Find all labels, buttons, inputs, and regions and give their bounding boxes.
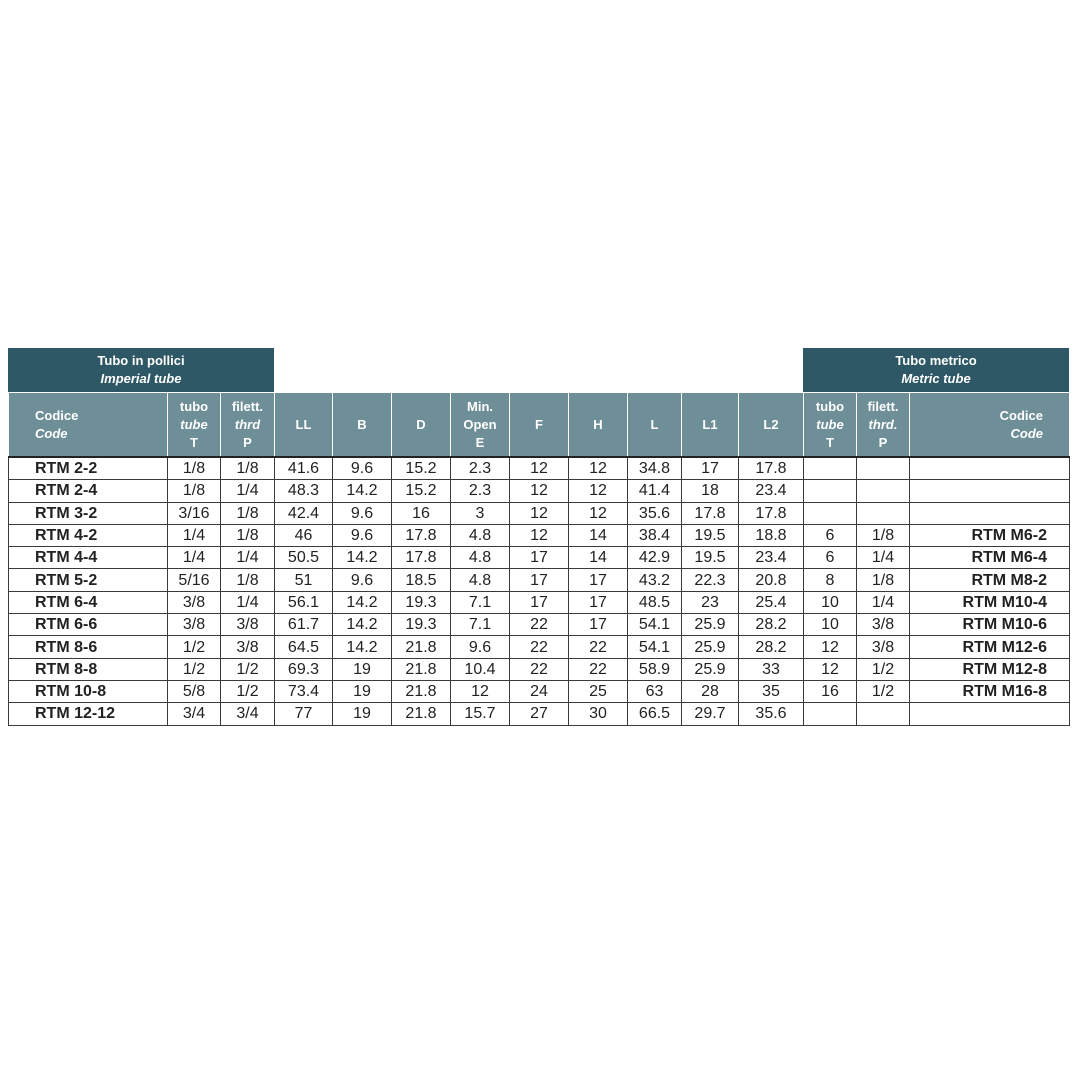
cell-tube: 1/2 bbox=[168, 636, 221, 658]
cell-d: 15.2 bbox=[392, 480, 451, 502]
cell-h: 12 bbox=[569, 480, 628, 502]
table-row bbox=[9, 680, 1070, 702]
cell-metric-thread: 1/2 bbox=[857, 680, 910, 702]
cell-l: 63 bbox=[628, 680, 682, 702]
col-header-code-it: Codice bbox=[35, 407, 79, 423]
cell-l2: 25.4 bbox=[739, 591, 804, 613]
cell-thread: 3/4 bbox=[221, 703, 275, 725]
col-header-e-l2: Open bbox=[463, 416, 497, 432]
cell-e: 3 bbox=[451, 502, 510, 524]
cell-b: 9.6 bbox=[333, 569, 392, 591]
cell-l1: 17.8 bbox=[682, 502, 739, 524]
col-header-tube-en: tube bbox=[180, 416, 208, 432]
cell-h: 12 bbox=[569, 502, 628, 524]
cell-tube: 3/4 bbox=[168, 703, 221, 725]
cell-thread: 1/4 bbox=[221, 480, 275, 502]
cell-metric-code: RTM M10-4 bbox=[910, 591, 1070, 613]
cell-h: 14 bbox=[569, 547, 628, 569]
cell-tube: 3/8 bbox=[168, 614, 221, 636]
cell-l2: 20.8 bbox=[739, 569, 804, 591]
cell-metric-thread bbox=[857, 502, 910, 524]
cell-f: 17 bbox=[510, 591, 569, 613]
cell-tube: 5/8 bbox=[168, 680, 221, 702]
cell-metric-tube: 12 bbox=[804, 658, 857, 680]
col-header-metric-tube-symbol: T bbox=[826, 434, 834, 450]
table-row bbox=[9, 457, 1070, 480]
col-header-metric-code-it: Codice bbox=[999, 407, 1043, 423]
metric-group-subtitle: Metric tube bbox=[901, 371, 971, 386]
col-header-thread-en: thrd bbox=[234, 416, 261, 432]
col-header-e-l1: Min. bbox=[467, 398, 493, 414]
col-header-h: H bbox=[569, 393, 628, 458]
col-header-metric-tube-en: tube bbox=[816, 416, 844, 432]
col-header-l1: L1 bbox=[682, 393, 739, 458]
cell-metric-thread: 1/4 bbox=[857, 591, 910, 613]
col-header-metric-code bbox=[910, 393, 1070, 458]
cell-metric-tube bbox=[804, 480, 857, 502]
cell-metric-tube bbox=[804, 502, 857, 524]
cell-d: 21.8 bbox=[392, 636, 451, 658]
cell-tube: 3/8 bbox=[168, 591, 221, 613]
col-header-tube-it: tubo bbox=[179, 398, 209, 414]
cell-metric-thread bbox=[857, 480, 910, 502]
cell-thread: 1/8 bbox=[221, 524, 275, 546]
cell-metric-thread: 1/8 bbox=[857, 569, 910, 591]
cell-e: 9.6 bbox=[451, 636, 510, 658]
table-row bbox=[9, 524, 1070, 546]
cell-thread: 1/2 bbox=[221, 680, 275, 702]
cell-f: 17 bbox=[510, 569, 569, 591]
cell-l1: 25.9 bbox=[682, 636, 739, 658]
cell-d: 18.5 bbox=[392, 569, 451, 591]
col-header-b: B bbox=[333, 393, 392, 458]
cell-ll: 50.5 bbox=[275, 547, 333, 569]
cell-f: 24 bbox=[510, 680, 569, 702]
cell-metric-tube: 12 bbox=[804, 636, 857, 658]
cell-f: 27 bbox=[510, 703, 569, 725]
cell-f: 22 bbox=[510, 614, 569, 636]
cell-metric-code: RTM M6-2 bbox=[910, 524, 1070, 546]
cell-l1: 25.9 bbox=[682, 658, 739, 680]
cell-ll: 61.7 bbox=[275, 614, 333, 636]
cell-b: 14.2 bbox=[333, 547, 392, 569]
cell-metric-tube bbox=[804, 703, 857, 725]
table-row bbox=[9, 614, 1070, 636]
cell-metric-thread: 1/2 bbox=[857, 658, 910, 680]
cell-e: 4.8 bbox=[451, 547, 510, 569]
cell-h: 14 bbox=[569, 524, 628, 546]
table-body bbox=[9, 457, 1070, 725]
cell-code: RTM 4-4 bbox=[9, 547, 168, 569]
col-header-thread-it: filett. bbox=[231, 398, 264, 414]
cell-thread: 1/8 bbox=[221, 569, 275, 591]
cell-d: 16 bbox=[392, 502, 451, 524]
col-header-l: L bbox=[628, 393, 682, 458]
col-header-e-symbol: E bbox=[475, 434, 485, 450]
col-header-d: D bbox=[392, 393, 451, 458]
table-row bbox=[9, 502, 1070, 524]
cell-h: 17 bbox=[569, 591, 628, 613]
cell-l: 54.1 bbox=[628, 636, 682, 658]
cell-ll: 46 bbox=[275, 524, 333, 546]
cell-b: 14.2 bbox=[333, 636, 392, 658]
cell-metric-code bbox=[910, 703, 1070, 725]
cell-metric-tube: 6 bbox=[804, 524, 857, 546]
cell-l1: 28 bbox=[682, 680, 739, 702]
metric-group-header bbox=[803, 348, 1069, 392]
cell-l2: 35.6 bbox=[739, 703, 804, 725]
table-row bbox=[9, 547, 1070, 569]
cell-metric-tube: 10 bbox=[804, 614, 857, 636]
cell-h: 22 bbox=[569, 636, 628, 658]
cell-ll: 56.1 bbox=[275, 591, 333, 613]
col-header-metric-tube bbox=[804, 393, 857, 458]
cell-l: 58.9 bbox=[628, 658, 682, 680]
cell-code: RTM 2-2 bbox=[9, 457, 168, 480]
cell-e: 10.4 bbox=[451, 658, 510, 680]
col-header-tube bbox=[168, 393, 221, 458]
col-header-metric-thread bbox=[857, 393, 910, 458]
cell-code: RTM 6-4 bbox=[9, 591, 168, 613]
cell-d: 21.8 bbox=[392, 658, 451, 680]
cell-code: RTM 10-8 bbox=[9, 680, 168, 702]
cell-tube: 1/2 bbox=[168, 658, 221, 680]
cell-metric-code: RTM M6-4 bbox=[910, 547, 1070, 569]
cell-h: 30 bbox=[569, 703, 628, 725]
cell-e: 4.8 bbox=[451, 524, 510, 546]
cell-e: 2.3 bbox=[451, 480, 510, 502]
cell-l1: 29.7 bbox=[682, 703, 739, 725]
cell-l2: 33 bbox=[739, 658, 804, 680]
cell-tube: 1/4 bbox=[168, 524, 221, 546]
cell-l: 66.5 bbox=[628, 703, 682, 725]
cell-l1: 19.5 bbox=[682, 524, 739, 546]
cell-ll: 48.3 bbox=[275, 480, 333, 502]
cell-f: 17 bbox=[510, 547, 569, 569]
table-row bbox=[9, 703, 1070, 725]
cell-d: 17.8 bbox=[392, 547, 451, 569]
col-header-code-en: Code bbox=[35, 425, 68, 441]
cell-l2: 28.2 bbox=[739, 636, 804, 658]
cell-metric-tube: 8 bbox=[804, 569, 857, 591]
cell-l2: 35 bbox=[739, 680, 804, 702]
cell-tube: 1/4 bbox=[168, 547, 221, 569]
cell-l2: 18.8 bbox=[739, 524, 804, 546]
cell-l1: 19.5 bbox=[682, 547, 739, 569]
cell-b: 14.2 bbox=[333, 591, 392, 613]
cell-d: 15.2 bbox=[392, 457, 451, 480]
cell-thread: 3/8 bbox=[221, 614, 275, 636]
cell-e: 7.1 bbox=[451, 614, 510, 636]
cell-thread: 1/4 bbox=[221, 547, 275, 569]
cell-d: 21.8 bbox=[392, 680, 451, 702]
cell-ll: 69.3 bbox=[275, 658, 333, 680]
metric-group-title: Tubo metrico bbox=[895, 353, 977, 368]
cell-l: 42.9 bbox=[628, 547, 682, 569]
cell-ll: 42.4 bbox=[275, 502, 333, 524]
cell-code: RTM 2-4 bbox=[9, 480, 168, 502]
cell-code: RTM 3-2 bbox=[9, 502, 168, 524]
cell-thread: 3/8 bbox=[221, 636, 275, 658]
cell-tube: 3/16 bbox=[168, 502, 221, 524]
col-header-f: F bbox=[510, 393, 569, 458]
cell-metric-code: RTM M16-8 bbox=[910, 680, 1070, 702]
cell-code: RTM 8-6 bbox=[9, 636, 168, 658]
cell-f: 22 bbox=[510, 658, 569, 680]
col-header-thread-symbol: P bbox=[243, 434, 252, 450]
cell-f: 12 bbox=[510, 480, 569, 502]
col-header-metric-thread-en: thrd. bbox=[868, 416, 898, 432]
cell-e: 7.1 bbox=[451, 591, 510, 613]
cell-tube: 5/16 bbox=[168, 569, 221, 591]
col-header-metric-thread-it: filett. bbox=[867, 398, 899, 414]
cell-metric-tube bbox=[804, 457, 857, 480]
cell-l: 48.5 bbox=[628, 591, 682, 613]
cell-metric-code: RTM M12-6 bbox=[910, 636, 1070, 658]
cell-d: 21.8 bbox=[392, 703, 451, 725]
cell-metric-tube: 10 bbox=[804, 591, 857, 613]
cell-b: 9.6 bbox=[333, 457, 392, 480]
cell-metric-code bbox=[910, 502, 1070, 524]
imperial-group-title: Tubo in pollici bbox=[97, 353, 185, 368]
cell-metric-thread bbox=[857, 457, 910, 480]
col-header-tube-symbol: T bbox=[190, 434, 198, 450]
cell-d: 17.8 bbox=[392, 524, 451, 546]
cell-h: 22 bbox=[569, 658, 628, 680]
table-row bbox=[9, 591, 1070, 613]
cell-b: 19 bbox=[333, 658, 392, 680]
cell-metric-thread bbox=[857, 703, 910, 725]
cell-d: 19.3 bbox=[392, 614, 451, 636]
cell-l2: 17.8 bbox=[739, 502, 804, 524]
cell-ll: 51 bbox=[275, 569, 333, 591]
cell-thread: 1/8 bbox=[221, 502, 275, 524]
cell-d: 19.3 bbox=[392, 591, 451, 613]
cell-metric-code: RTM M8-2 bbox=[910, 569, 1070, 591]
cell-code: RTM 12-12 bbox=[9, 703, 168, 725]
imperial-group-header bbox=[8, 348, 274, 392]
cell-b: 14.2 bbox=[333, 614, 392, 636]
cell-l1: 22.3 bbox=[682, 569, 739, 591]
col-header-e bbox=[451, 393, 510, 458]
cell-l: 34.8 bbox=[628, 457, 682, 480]
cell-f: 22 bbox=[510, 636, 569, 658]
col-header-thread bbox=[221, 393, 275, 458]
cell-e: 2.3 bbox=[451, 457, 510, 480]
cell-h: 25 bbox=[569, 680, 628, 702]
cell-f: 12 bbox=[510, 502, 569, 524]
cell-b: 14.2 bbox=[333, 480, 392, 502]
cell-l1: 23 bbox=[682, 591, 739, 613]
cell-metric-thread: 3/8 bbox=[857, 636, 910, 658]
cell-ll: 64.5 bbox=[275, 636, 333, 658]
cell-thread: 1/2 bbox=[221, 658, 275, 680]
cell-h: 17 bbox=[569, 569, 628, 591]
cell-l: 41.4 bbox=[628, 480, 682, 502]
cell-l2: 23.4 bbox=[739, 480, 804, 502]
cell-thread: 1/4 bbox=[221, 591, 275, 613]
cell-l: 35.6 bbox=[628, 502, 682, 524]
cell-l: 54.1 bbox=[628, 614, 682, 636]
table-row bbox=[9, 636, 1070, 658]
cell-metric-code bbox=[910, 480, 1070, 502]
cell-code: RTM 8-8 bbox=[9, 658, 168, 680]
imperial-group-subtitle: Imperial tube bbox=[100, 371, 182, 386]
cell-metric-tube: 6 bbox=[804, 547, 857, 569]
col-header-l2: L2 bbox=[739, 393, 804, 458]
cell-metric-thread: 1/8 bbox=[857, 524, 910, 546]
cell-metric-thread: 3/8 bbox=[857, 614, 910, 636]
cell-code: RTM 6-6 bbox=[9, 614, 168, 636]
cell-l2: 17.8 bbox=[739, 457, 804, 480]
cell-metric-thread: 1/4 bbox=[857, 547, 910, 569]
cell-code: RTM 4-2 bbox=[9, 524, 168, 546]
cell-thread: 1/8 bbox=[221, 457, 275, 480]
col-header-metric-code-en: Code bbox=[1010, 425, 1043, 441]
cell-tube: 1/8 bbox=[168, 457, 221, 480]
cell-e: 12 bbox=[451, 680, 510, 702]
dimension-table bbox=[8, 392, 1070, 726]
cell-ll: 73.4 bbox=[275, 680, 333, 702]
table-row bbox=[9, 480, 1070, 502]
cell-l2: 28.2 bbox=[739, 614, 804, 636]
cell-l: 43.2 bbox=[628, 569, 682, 591]
cell-metric-code: RTM M12-8 bbox=[910, 658, 1070, 680]
cell-e: 15.7 bbox=[451, 703, 510, 725]
cell-ll: 77 bbox=[275, 703, 333, 725]
cell-l2: 23.4 bbox=[739, 547, 804, 569]
cell-b: 19 bbox=[333, 680, 392, 702]
table-row bbox=[9, 658, 1070, 680]
col-header-code bbox=[9, 393, 168, 458]
cell-l1: 25.9 bbox=[682, 614, 739, 636]
cell-tube: 1/8 bbox=[168, 480, 221, 502]
cell-b: 9.6 bbox=[333, 524, 392, 546]
cell-f: 12 bbox=[510, 524, 569, 546]
cell-metric-code bbox=[910, 457, 1070, 480]
cell-h: 12 bbox=[569, 457, 628, 480]
cell-ll: 41.6 bbox=[275, 457, 333, 480]
cell-b: 19 bbox=[333, 703, 392, 725]
col-header-metric-tube-it: tubo bbox=[815, 398, 845, 414]
cell-l1: 18 bbox=[682, 480, 739, 502]
col-header-ll: LL bbox=[275, 393, 333, 458]
column-header-row bbox=[9, 393, 1070, 458]
cell-e: 4.8 bbox=[451, 569, 510, 591]
cell-l1: 17 bbox=[682, 457, 739, 480]
cell-f: 12 bbox=[510, 457, 569, 480]
table-row bbox=[9, 569, 1070, 591]
cell-metric-tube: 16 bbox=[804, 680, 857, 702]
col-header-metric-thread-symbol: P bbox=[878, 434, 888, 450]
cell-metric-code: RTM M10-6 bbox=[910, 614, 1070, 636]
cell-b: 9.6 bbox=[333, 502, 392, 524]
cell-h: 17 bbox=[569, 614, 628, 636]
cell-code: RTM 5-2 bbox=[9, 569, 168, 591]
cell-l: 38.4 bbox=[628, 524, 682, 546]
